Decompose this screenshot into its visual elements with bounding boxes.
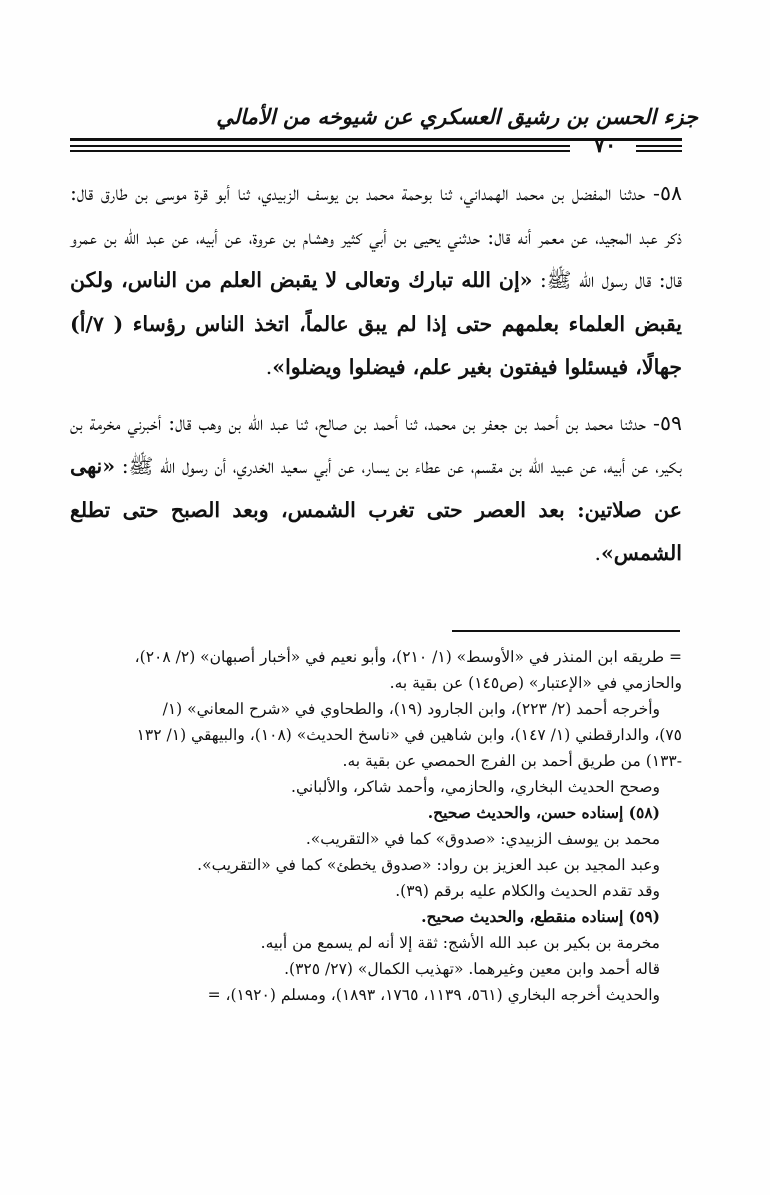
footnote-line: مخرمة بن بكير بن عبد الله الأشج: ثقة إلا أنه لم يسمع من أبيه.: [260, 934, 660, 952]
footnote-line: والحديث أخرجه البخاري (٥٦١، ١١٣٩، ١٧٦٥، ١٨٩٣)، ومسلم (١٩٢٠)، =: [207, 986, 660, 1004]
footnote-line: وقد تقدم الحديث والكلام عليه برقم (٣٩).: [395, 882, 660, 900]
footnote-line: محمد بن يوسف الزبيدي: «صدوق» كما في «التقريب».: [305, 830, 660, 848]
footnote-line: ٧٥)، والدارقطني (١/ ١٤٧)، وابن شاهين في «ناسخ الحديث» (١٠٨)، والبيهقي (١/ ١٣٢: [136, 726, 682, 744]
footnote-line: -١٣٣) من طريق أحمد بن الفرج الحمصي عن بقية به.: [342, 752, 682, 770]
footnote-separator: [452, 630, 680, 632]
footnote-line: والحازمي في «الإعتبار» (ص١٤٥) عن بقية به.: [389, 674, 682, 692]
footnote-grade-59: (٥٩) إسناده منقطع، والحديث صحيح.: [421, 907, 660, 926]
header-double-rule-left-lower: [70, 150, 570, 152]
footnotes: [70, 644, 682, 1008]
footnote-line: وعبد المجيد بن عبد العزيز بن رواد: «صدوق يخطئ» كما في «التقريب».: [197, 856, 660, 874]
main-text: [70, 172, 682, 576]
page-number: ٧٠: [593, 132, 617, 157]
hadith-58: [70, 172, 682, 390]
period-59: .: [594, 541, 601, 565]
footnote-grade-58: (٥٨) إسناده حسن، والحديث صحيح.: [427, 803, 660, 822]
hadith-59: [70, 402, 682, 576]
matn-58: «إن الله تبارك وتعالى لا يقبض العلم من الناس، ولكن يقبض العلماء بعلمهم حتى إذا لم يبق عالماً، اتخذ الناس رؤساء ( ٧/أ) جهالًا، فيسئلوا فيفتون بغير علم، فيضلوا ويضلوا»: [70, 268, 682, 379]
footnote-line: وأخرجه أحمد (٢/ ٢٢٣)، وابن الجارود (١٩)، والطحاوي في «شرح المعاني» (١/: [162, 700, 660, 718]
footnote-line: = طريقه ابن المنذر في «الأوسط» (١/ ٢١٠)، وأبو نعيم في «أخبار أصبهان» (٢/ ٢٠٨)،: [134, 648, 682, 666]
isnad-59: ٥٩- حدثنا محمد بن أحمد بن جعفر بن محمد، ثنا أحمد بن صالح، ثنا عبد الله بن وهب قال: أخبرني مخرمة بن بكير، عن أبيه، عن عبيد الله بن مقسم، عن عطاء بن يسار، عن أبي سعيد الخدري، أن رسول الله ﷺ:: [70, 410, 682, 478]
isnad-58: ٥٨- حدثنا المفضل بن محمد الهمداني، ثنا بوحمة محمد بن يوسف الزبيدي، ثنا أبو قرة موسى بن طارق قال: ذكر عبد المجيد، عن معمر أنه قال: حدثني يحيى بن أبي كثير وهشام بن عروة، عن أبيه، عن عبد الله بن عمرو قال: قال رسول الله ﷺ:: [70, 181, 682, 292]
period-58: .: [265, 355, 273, 379]
footnote-line: وصحح الحديث البخاري، والحازمي، وأحمد شاكر، والألباني.: [291, 778, 660, 796]
matn-59: «نهى عن صلاتين: بعد العصر حتى تغرب الشمس، وبعد الصبح حتى تطلع الشمس»: [70, 454, 682, 565]
running-header-title: جزء الحسن بن رشيق العسكري عن شيوخه من الأمالي: [216, 104, 698, 129]
footnote-line: قاله أحمد وابن معين وغيرهما. «تهذيب الكمال» (٢٧/ ٣٢٥).: [284, 960, 660, 978]
header-double-rule-right: [636, 145, 682, 147]
header-double-rule-right-lower: [636, 150, 682, 152]
header-double-rule-left: [70, 145, 570, 147]
